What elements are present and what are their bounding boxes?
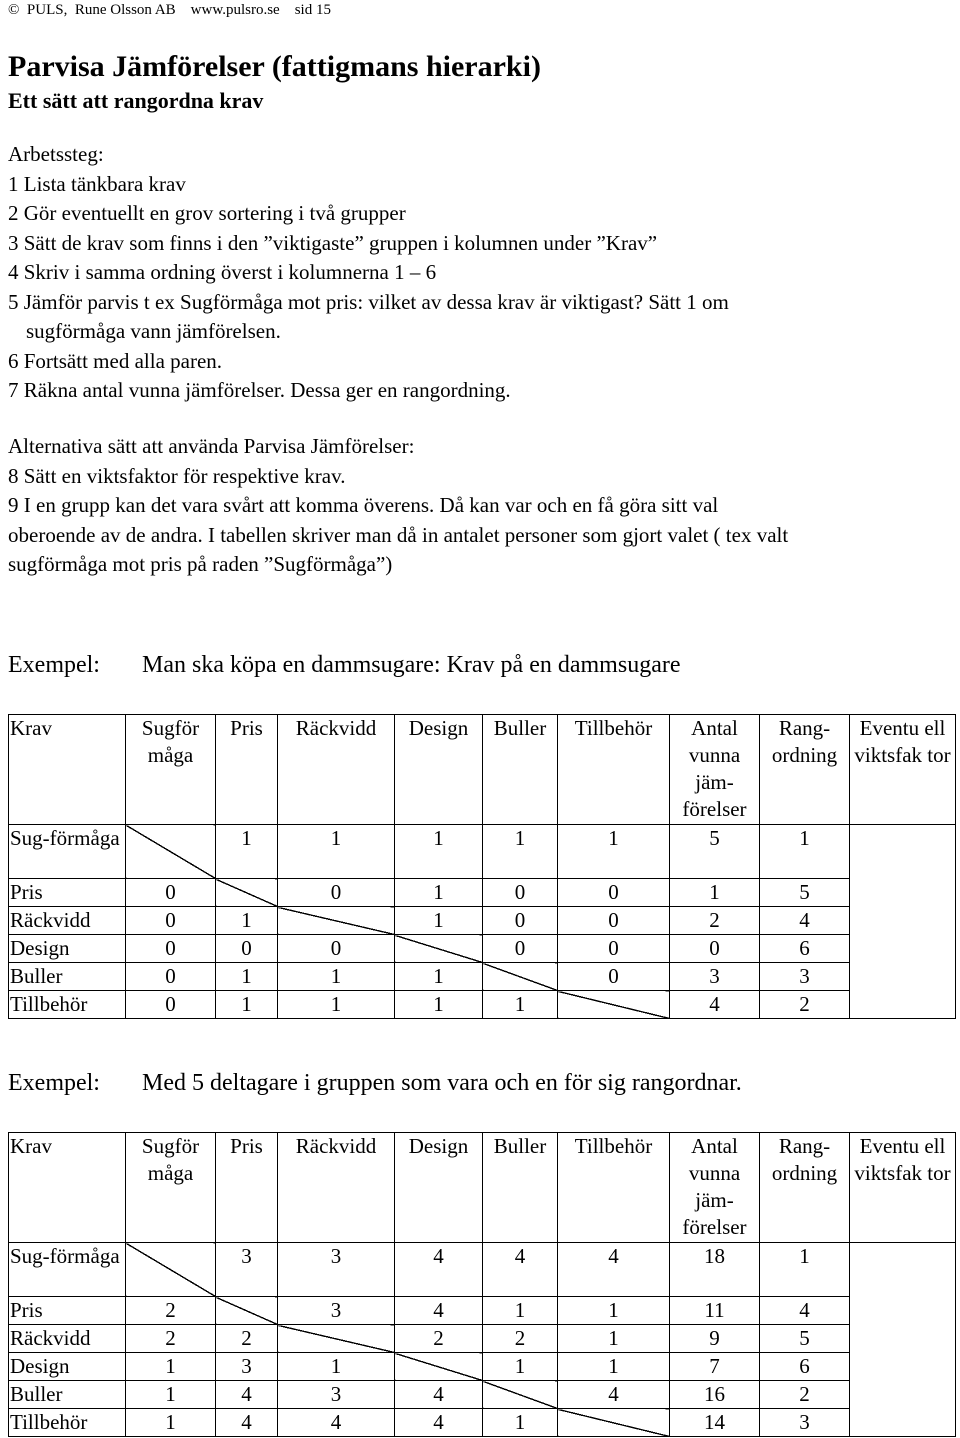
table-cell: 5 bbox=[760, 1325, 850, 1353]
column-header-label: Antal vunna jäm- förelser bbox=[682, 716, 747, 821]
table-cell: 4 bbox=[483, 1243, 558, 1297]
column-header bbox=[483, 715, 558, 825]
step-item: 7 Räkna antal vunna jämförelser. Dessa ger en rangordning. bbox=[8, 378, 511, 402]
table-cell: 4 bbox=[558, 1381, 670, 1409]
table-cell bbox=[850, 879, 956, 907]
column-header bbox=[670, 715, 760, 825]
table-cell: 4 bbox=[395, 1297, 483, 1325]
table-cell: 0 bbox=[126, 907, 216, 935]
table-cell: 16 bbox=[670, 1381, 760, 1409]
table-cell: 1 bbox=[558, 1297, 670, 1325]
table-cell bbox=[850, 991, 956, 1019]
table-cell: 2 bbox=[126, 1325, 216, 1353]
table-cell: 9 bbox=[670, 1325, 760, 1353]
table-cell: 6 bbox=[760, 1353, 850, 1381]
table-cell: 0 bbox=[126, 879, 216, 907]
table-cell: 4 bbox=[395, 1381, 483, 1409]
column-header-label: Rang- ordning bbox=[771, 1134, 838, 1185]
table-cell: 1 bbox=[395, 879, 483, 907]
column-header-label: Räckvidd bbox=[295, 1134, 377, 1158]
example-text: Med 5 deltagare i gruppen som vara och en för sig rangordnar. bbox=[142, 1070, 742, 1096]
table-cell: 5 bbox=[670, 825, 760, 879]
table-cell: 3 bbox=[216, 1243, 278, 1297]
table-cell: 3 bbox=[216, 1353, 278, 1381]
table-cell bbox=[558, 991, 670, 1019]
table-cell: 4 bbox=[216, 1381, 278, 1409]
table-cell: 1 bbox=[760, 825, 850, 879]
step-item: 5 Jämför parvis t ex Sugförmåga mot pris: vilket av dessa krav är viktigast? Sätt 1 om bbox=[8, 289, 729, 314]
column-header bbox=[850, 715, 956, 825]
table-cell: 4 bbox=[760, 1297, 850, 1325]
table-cell: 2 bbox=[760, 1381, 850, 1409]
row-label: Design bbox=[9, 1353, 126, 1381]
table-cell bbox=[278, 1325, 395, 1353]
row-label: Pris bbox=[9, 1297, 126, 1325]
table-cell bbox=[850, 1381, 956, 1409]
table-cell: 3 bbox=[760, 1409, 850, 1437]
table-cell: 1 bbox=[760, 1243, 850, 1297]
table-cell: 1 bbox=[126, 1381, 216, 1409]
steps-heading: Arbetssteg: bbox=[8, 142, 104, 166]
table-cell bbox=[216, 1297, 278, 1325]
column-header-label: Tillbehör bbox=[574, 716, 653, 740]
step-item: 3 Sätt de krav som finns i den ”viktigaste” gruppen i kolumnen under ”Krav” bbox=[8, 230, 658, 255]
example-label: Exempel: bbox=[8, 1070, 100, 1096]
column-header bbox=[216, 1133, 278, 1243]
table-cell: 1 bbox=[216, 825, 278, 879]
table-cell: 4 bbox=[670, 991, 760, 1019]
table-cell bbox=[850, 1243, 956, 1297]
column-header-label: Rang- ordning bbox=[771, 716, 838, 767]
table-row bbox=[9, 935, 956, 963]
table-cell: 0 bbox=[126, 935, 216, 963]
table-cell: 1 bbox=[395, 963, 483, 991]
column-header bbox=[395, 715, 483, 825]
table-cell: 0 bbox=[558, 907, 670, 935]
table-row bbox=[9, 963, 956, 991]
column-header bbox=[760, 715, 850, 825]
table-cell: 0 bbox=[670, 935, 760, 963]
table-row bbox=[9, 907, 956, 935]
column-header-label: Eventu ell viktsfak tor bbox=[854, 1134, 951, 1185]
table-cell: 1 bbox=[483, 1353, 558, 1381]
table-cell: 1 bbox=[483, 825, 558, 879]
table-cell: 1 bbox=[558, 1353, 670, 1381]
example-1-heading bbox=[8, 652, 681, 679]
table-row bbox=[9, 879, 956, 907]
table-cell bbox=[395, 935, 483, 963]
column-header bbox=[278, 1133, 395, 1243]
table-cell: 4 bbox=[395, 1243, 483, 1297]
column-header-label: Antal vunna jäm- förelser bbox=[682, 1134, 747, 1239]
table-cell: 1 bbox=[278, 825, 395, 879]
table-cell: 1 bbox=[216, 907, 278, 935]
table-cell: 0 bbox=[126, 963, 216, 991]
table-cell: 1 bbox=[483, 991, 558, 1019]
table-cell: 4 bbox=[216, 1409, 278, 1437]
row-label: Räckvidd bbox=[9, 1325, 126, 1353]
table-cell: 0 bbox=[216, 935, 278, 963]
column-header bbox=[483, 1133, 558, 1243]
table-cell bbox=[483, 1381, 558, 1409]
table-cell: 2 bbox=[216, 1325, 278, 1353]
step-item: 4 Skriv i samma ordning överst i kolumnerna 1 – 6 bbox=[8, 260, 437, 284]
table-cell: 11 bbox=[670, 1297, 760, 1325]
column-header bbox=[9, 715, 126, 825]
column-header-label: Sugför måga bbox=[141, 716, 200, 767]
table-cell bbox=[483, 963, 558, 991]
page-header bbox=[8, 2, 331, 19]
column-header bbox=[760, 1133, 850, 1243]
table-cell: 0 bbox=[126, 991, 216, 1019]
row-label: Buller bbox=[9, 1381, 126, 1409]
comparison-table-2 bbox=[8, 1132, 956, 1437]
table-cell bbox=[216, 879, 278, 907]
table-row bbox=[9, 1353, 956, 1381]
column-header-label: Buller bbox=[493, 716, 547, 740]
column-header-label: Tillbehör bbox=[574, 1134, 653, 1158]
alternatives bbox=[8, 432, 953, 580]
table-cell: 1 bbox=[216, 991, 278, 1019]
example-2-heading bbox=[8, 1070, 742, 1097]
table-cell: 1 bbox=[670, 879, 760, 907]
table-cell bbox=[850, 963, 956, 991]
table-header-row bbox=[9, 715, 956, 825]
column-header bbox=[670, 1133, 760, 1243]
table-cell: 0 bbox=[278, 935, 395, 963]
table-cell: 2 bbox=[670, 907, 760, 935]
table-cell: 1 bbox=[395, 907, 483, 935]
table-cell: 4 bbox=[558, 1243, 670, 1297]
table-cell: 3 bbox=[760, 963, 850, 991]
table-cell bbox=[395, 1353, 483, 1381]
table-cell bbox=[126, 1243, 216, 1297]
table-cell: 3 bbox=[278, 1297, 395, 1325]
table-cell bbox=[558, 1409, 670, 1437]
table-cell: 1 bbox=[126, 1353, 216, 1381]
table-cell: 0 bbox=[558, 963, 670, 991]
column-header-label: Räckvidd bbox=[295, 716, 377, 740]
copyright-symbol: © bbox=[8, 2, 20, 18]
column-header-label: Eventu ell viktsfak tor bbox=[854, 716, 951, 767]
table-cell: 1 bbox=[278, 991, 395, 1019]
row-label: Design bbox=[9, 935, 126, 963]
table-cell: 0 bbox=[483, 879, 558, 907]
column-header bbox=[216, 715, 278, 825]
column-header-label: Buller bbox=[493, 1134, 547, 1158]
column-header bbox=[558, 715, 670, 825]
alternative-item: 9 I en grupp kan det vara svårt att komma överens. Då kan var och en få göra sitt val bbox=[8, 493, 719, 517]
table-cell: 4 bbox=[395, 1409, 483, 1437]
page-subtitle: Ett sätt att rangordna krav bbox=[8, 88, 264, 113]
table-cell: 0 bbox=[558, 879, 670, 907]
table-cell: 1 bbox=[483, 1297, 558, 1325]
column-header bbox=[395, 1133, 483, 1243]
table-cell: 5 bbox=[760, 879, 850, 907]
column-header-label: Design bbox=[408, 1134, 469, 1158]
table-cell: 3 bbox=[278, 1381, 395, 1409]
table-cell: 6 bbox=[760, 935, 850, 963]
table-cell: 0 bbox=[483, 935, 558, 963]
table-cell: 1 bbox=[278, 963, 395, 991]
row-label: Tillbehör bbox=[9, 991, 126, 1019]
step-item: 6 Fortsätt med alla paren. bbox=[8, 348, 223, 373]
table-cell: 14 bbox=[670, 1409, 760, 1437]
column-header-label: Pris bbox=[230, 1134, 263, 1158]
table-row bbox=[9, 991, 956, 1019]
table-cell: 3 bbox=[278, 1243, 395, 1297]
table-cell: 2 bbox=[760, 991, 850, 1019]
table-cell bbox=[278, 907, 395, 935]
column-header bbox=[558, 1133, 670, 1243]
column-header-label: Sugför måga bbox=[141, 1134, 200, 1185]
table-cell: 1 bbox=[278, 1353, 395, 1381]
table-cell: 1 bbox=[395, 825, 483, 879]
step-item: 2 Gör eventuellt en grov sortering i två grupper bbox=[8, 201, 406, 225]
column-header bbox=[126, 715, 216, 825]
table-cell bbox=[850, 1297, 956, 1325]
column-header-label: Design bbox=[408, 716, 469, 740]
table-row bbox=[9, 1381, 956, 1409]
step-item: 1 Lista tänkbara krav bbox=[8, 171, 186, 196]
table-cell: 0 bbox=[483, 907, 558, 935]
table-cell: 4 bbox=[760, 907, 850, 935]
alternative-item-continuation: oberoende av de andra. I tabellen skriver man då in antalet personer som gjort valet ( tex valt bbox=[8, 522, 789, 547]
table-row bbox=[9, 1325, 956, 1353]
table-header-row bbox=[9, 1133, 956, 1243]
table-cell: 0 bbox=[278, 879, 395, 907]
column-header-label: Krav bbox=[10, 716, 52, 740]
column-header bbox=[126, 1133, 216, 1243]
table-cell: 1 bbox=[126, 1409, 216, 1437]
header-text: PULS, Rune Olsson AB www.pulsro.se sid 15 bbox=[19, 2, 331, 18]
table-cell: 1 bbox=[558, 1325, 670, 1353]
row-label: Sug-förmåga bbox=[9, 1243, 126, 1297]
row-label: Räckvidd bbox=[9, 907, 126, 935]
table-cell: 4 bbox=[278, 1409, 395, 1437]
row-label: Buller bbox=[9, 963, 126, 991]
table-row bbox=[9, 1243, 956, 1297]
table-cell bbox=[850, 1325, 956, 1353]
table-cell: 1 bbox=[216, 963, 278, 991]
column-header bbox=[850, 1133, 956, 1243]
alternative-item: 8 Sätt en viktsfaktor för respektive krav. bbox=[8, 463, 346, 488]
row-label: Pris bbox=[9, 879, 126, 907]
alternatives-heading: Alternativa sätt att använda Parvisa Jämförelser: bbox=[8, 434, 415, 458]
table-cell: 2 bbox=[126, 1297, 216, 1325]
table-cell bbox=[850, 825, 956, 879]
example-text: Man ska köpa en dammsugare: Krav på en dammsugare bbox=[142, 652, 681, 678]
table-cell bbox=[126, 825, 216, 879]
column-header-label: Pris bbox=[230, 716, 263, 740]
comparison-table-1 bbox=[8, 714, 956, 1019]
table-cell: 18 bbox=[670, 1243, 760, 1297]
page-title: Parvisa Jämförelser (fattigmans hierarki) bbox=[8, 50, 541, 83]
row-label: Tillbehör bbox=[9, 1409, 126, 1437]
table-cell: 1 bbox=[483, 1409, 558, 1437]
column-header bbox=[9, 1133, 126, 1243]
table-cell: 2 bbox=[483, 1325, 558, 1353]
step-item-continuation: sugförmåga vann jämförelsen. bbox=[26, 319, 281, 343]
example-label: Exempel: bbox=[8, 652, 100, 678]
table-cell: 3 bbox=[670, 963, 760, 991]
work-steps bbox=[8, 140, 953, 406]
table-row bbox=[9, 1297, 956, 1325]
column-header bbox=[278, 715, 395, 825]
table-cell bbox=[850, 907, 956, 935]
table-cell: 0 bbox=[558, 935, 670, 963]
table-row bbox=[9, 1409, 956, 1437]
table-cell bbox=[850, 1353, 956, 1381]
table-cell: 7 bbox=[670, 1353, 760, 1381]
table-cell: 1 bbox=[395, 991, 483, 1019]
table-cell bbox=[850, 1409, 956, 1437]
table-cell: 1 bbox=[558, 825, 670, 879]
table-cell bbox=[850, 935, 956, 963]
table-cell: 2 bbox=[395, 1325, 483, 1353]
row-label: Sug-förmåga bbox=[9, 825, 126, 879]
alternative-item-continuation: sugförmåga mot pris på raden ”Sugförmåga”) bbox=[8, 552, 393, 576]
table-row bbox=[9, 825, 956, 879]
column-header-label: Krav bbox=[10, 1134, 52, 1158]
